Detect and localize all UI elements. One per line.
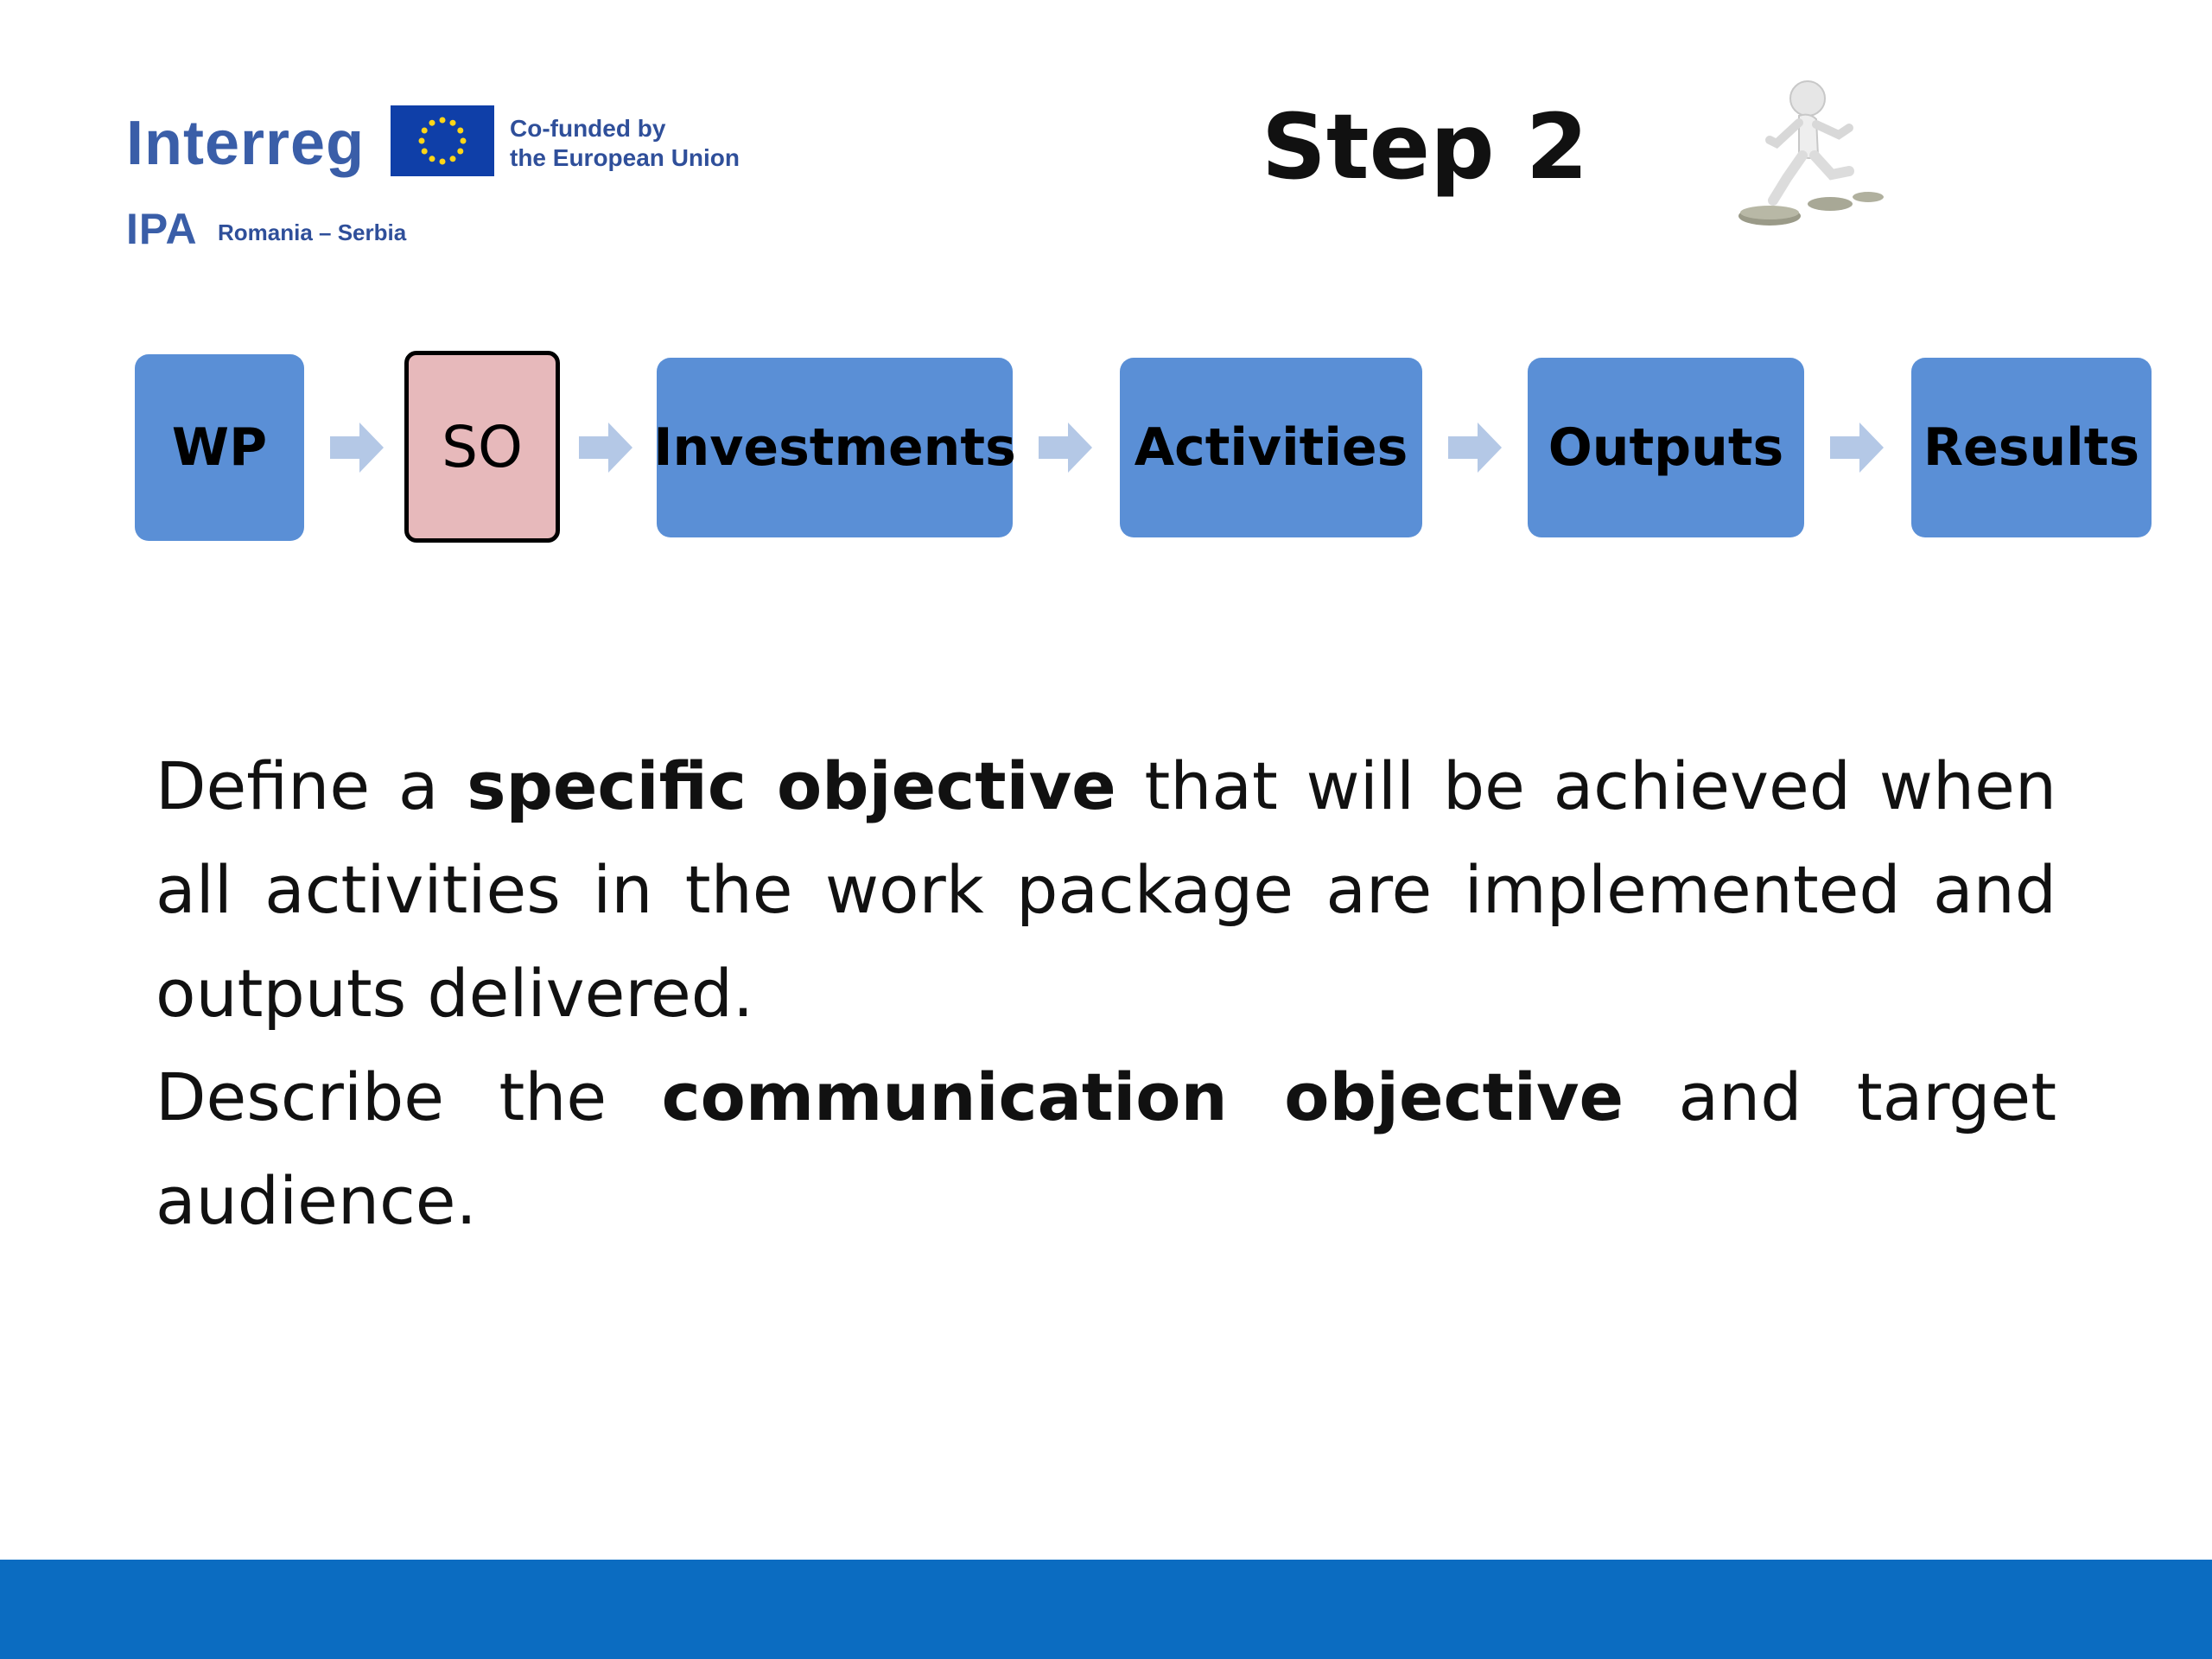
body-text [156, 734, 2056, 1253]
paragraph-specific-objective [156, 734, 2056, 1046]
page-title: Step 2 [1262, 94, 1589, 200]
text-segment: that will be achieved when all activities in the work package are implemented and outputs delivered. [156, 747, 2056, 1032]
text-segment: Describe the [156, 1058, 662, 1135]
paragraph-communication-objective [156, 1046, 2056, 1253]
flow-step-wp[interactable] [135, 354, 304, 541]
text-segment: and target audience. [156, 1058, 2056, 1239]
flow-step-outputs[interactable] [1528, 358, 1804, 537]
logo-cofunded-text [510, 114, 740, 173]
jumping-figure-icon [1719, 74, 1892, 238]
text-segment: Define a [156, 747, 467, 824]
flow-step-activities[interactable] [1120, 358, 1422, 537]
flow-step-investments[interactable] [653, 358, 1016, 537]
flow-step-label: Investments [653, 417, 1016, 478]
eu-flag-icon [391, 105, 494, 176]
flow-step-label: Results [1923, 417, 2140, 478]
text-emphasis: specific objective [467, 747, 1116, 824]
logo-ipa: IPA [126, 205, 198, 253]
flow-step-label: WP [171, 417, 268, 478]
cofunded-line-1: Co-funded by [510, 115, 666, 142]
logo-interreg-wordmark: Interreg [126, 109, 365, 178]
flow-step-results[interactable] [1911, 358, 2152, 537]
arrow-right-icon [1037, 419, 1094, 476]
interreg-logo [126, 105, 748, 252]
arrow-right-icon [1828, 419, 1885, 476]
flow-step-label: Outputs [1548, 417, 1784, 478]
flow-step-label: Activities [1134, 417, 1408, 478]
text-emphasis: communication objective [661, 1058, 1624, 1135]
logo-region: Romania – Serbia [218, 219, 407, 245]
arrow-right-icon [1446, 419, 1503, 476]
flow-step-so[interactable] [404, 351, 560, 543]
footer-bar [0, 1560, 2212, 1659]
flow-step-label: SO [442, 413, 523, 480]
cofunded-line-2: the European Union [510, 144, 740, 171]
arrow-right-icon [577, 419, 634, 476]
arrow-right-icon [328, 419, 385, 476]
